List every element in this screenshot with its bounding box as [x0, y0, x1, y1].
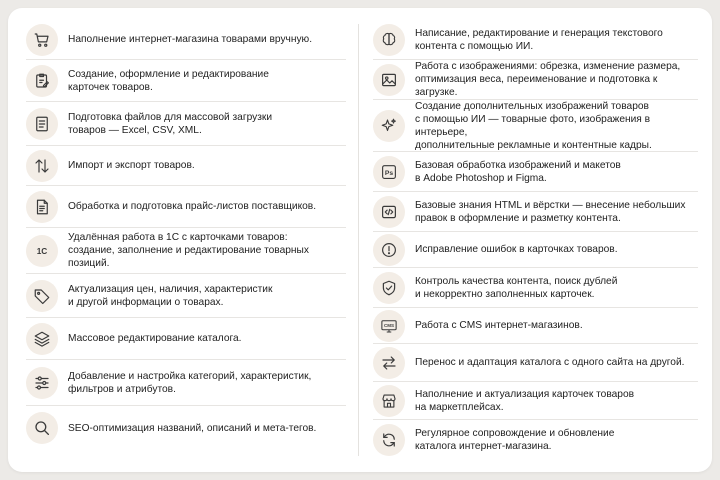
- sliders-icon: [26, 367, 58, 399]
- ai-brain-icon: [373, 24, 405, 56]
- item-line: правок в оформление и разметку контента.: [415, 212, 621, 224]
- item-line: SEO-оптимизация названий, описаний и мета-тегов.: [68, 422, 317, 434]
- item-line: на маркетплейсах.: [415, 401, 504, 413]
- left-column: [26, 20, 346, 450]
- tag-icon: [26, 280, 58, 312]
- item-line: Перенос и адаптация каталога с одного сайта на другой.: [415, 357, 685, 368]
- list-item: [26, 274, 346, 318]
- item-text: [415, 100, 698, 152]
- sparkles-icon: [373, 110, 405, 142]
- import-export-icon: [26, 150, 58, 182]
- item-text: [68, 159, 195, 172]
- list-item: [373, 344, 698, 382]
- item-text: [415, 60, 698, 99]
- item-line: Наполнение и актуализация карточек товаров: [415, 388, 635, 400]
- cms-icon: [373, 310, 405, 342]
- list-item: [26, 60, 346, 102]
- search-icon: [26, 412, 58, 444]
- item-text: [68, 332, 242, 345]
- list-item: [373, 420, 698, 460]
- list-item: [373, 232, 698, 268]
- refresh-icon: [373, 424, 405, 456]
- cms-badge-text: CMS: [384, 322, 394, 328]
- item-line: товаров — Excel, CSV, XML.: [68, 124, 202, 136]
- list-item: [26, 318, 346, 360]
- list-item: [373, 382, 698, 420]
- item-line: оптимизация веса, переименование и подготовка к загрузке.: [415, 74, 658, 98]
- list-item: [373, 20, 698, 60]
- item-line: создание, заполнение и редактирование товарных позиций.: [68, 245, 309, 269]
- item-line: фильтров и атрибутов.: [68, 383, 176, 395]
- cart-icon: [26, 24, 58, 56]
- item-line: Базовая обработка изображений и макетов: [415, 159, 621, 171]
- item-text: [68, 422, 316, 435]
- services-card: [8, 8, 712, 472]
- item-line: Подготовка файлов для массовой загрузки: [68, 111, 273, 123]
- list-item: [26, 406, 346, 450]
- list-item: [26, 146, 346, 186]
- item-text: [415, 275, 617, 301]
- store-icon: [373, 385, 405, 417]
- item-line: Массовое редактирование каталога.: [68, 333, 242, 344]
- right-column: [373, 20, 698, 460]
- item-line: Обработка и подготовка прайс-листов поставщиков.: [68, 201, 317, 212]
- price-list-icon: [26, 191, 58, 223]
- item-text: [415, 27, 663, 53]
- list-item: [373, 60, 698, 100]
- item-text: [68, 68, 269, 94]
- 1c-icon: [26, 235, 58, 267]
- list-item: [373, 152, 698, 192]
- item-line: контента с помощью ИИ.: [415, 40, 534, 52]
- list-item: [373, 268, 698, 308]
- list-item: [26, 20, 346, 60]
- item-line: Добавление и настройка категорий, характеристик,: [68, 370, 312, 382]
- item-text: [68, 370, 311, 396]
- item-text: [415, 388, 634, 414]
- list-item: [373, 100, 698, 152]
- code-icon: [373, 196, 405, 228]
- item-text: [68, 231, 346, 270]
- item-line: Создание дополнительных изображений товаров: [415, 100, 649, 112]
- item-line: карточек товаров.: [68, 81, 153, 93]
- item-line: каталога интернет-магазина.: [415, 441, 552, 452]
- item-line: с помощью ИИ — товарные фото, изображения в интерьере,: [415, 113, 651, 138]
- item-text: [68, 283, 272, 309]
- item-line: Написание, редактирование и генерация текстового: [415, 27, 663, 39]
- item-text: [415, 243, 618, 256]
- document-icon: [26, 108, 58, 140]
- layers-icon: [26, 323, 58, 355]
- transfer-icon: [373, 347, 405, 379]
- item-line: Импорт и экспорт товаров.: [68, 160, 195, 171]
- item-text: [415, 319, 583, 332]
- list-item: [26, 186, 346, 228]
- shield-check-icon: [373, 272, 405, 304]
- list-item: [373, 192, 698, 232]
- item-line: Контроль качества контента, поиск дублей: [415, 275, 618, 287]
- item-line: Удалённая работа в 1С с карточками товаров:: [68, 232, 288, 243]
- item-line: Работа с CMS интернет-магазинов.: [415, 320, 583, 331]
- item-line: дополнительные рекламные и контентные кадры.: [415, 139, 652, 151]
- ps-badge-text: Ps: [384, 169, 394, 177]
- list-item: [373, 308, 698, 344]
- item-line: Работа с изображениями: обрезка, изменение размера,: [415, 61, 681, 72]
- item-line: и другой информации о товарах.: [68, 296, 224, 308]
- photoshop-icon: [373, 156, 405, 188]
- column-divider: [358, 24, 359, 456]
- item-line: Регулярное сопровождение и обновление: [415, 428, 615, 439]
- item-line: Базовые знания HTML и вёрстки — внесение небольших: [415, 199, 686, 211]
- item-line: Исправление ошибок в карточках товаров.: [415, 244, 618, 255]
- item-text: [415, 199, 685, 225]
- image-icon: [373, 64, 405, 96]
- item-line: в Adobe Photoshop и Figma.: [415, 172, 547, 184]
- list-item: [26, 228, 346, 274]
- item-line: Создание, оформление и редактирование: [68, 68, 269, 80]
- item-text: [68, 33, 312, 46]
- list-item: [26, 360, 346, 406]
- item-line: Наполнение интернет-магазина товарами вручную.: [68, 34, 313, 45]
- list-item: [26, 102, 346, 146]
- item-text: [415, 356, 684, 369]
- item-text: [415, 427, 614, 453]
- item-text: [68, 111, 272, 137]
- item-text: [415, 159, 621, 185]
- one-c-badge-text: 1С: [36, 246, 48, 256]
- alert-icon: [373, 234, 405, 266]
- item-line: и некорректно заполненных карточек.: [415, 288, 595, 300]
- item-text: [68, 200, 316, 213]
- clipboard-edit-icon: [26, 65, 58, 97]
- item-line: Актуализация цен, наличия, характеристик: [68, 283, 273, 295]
